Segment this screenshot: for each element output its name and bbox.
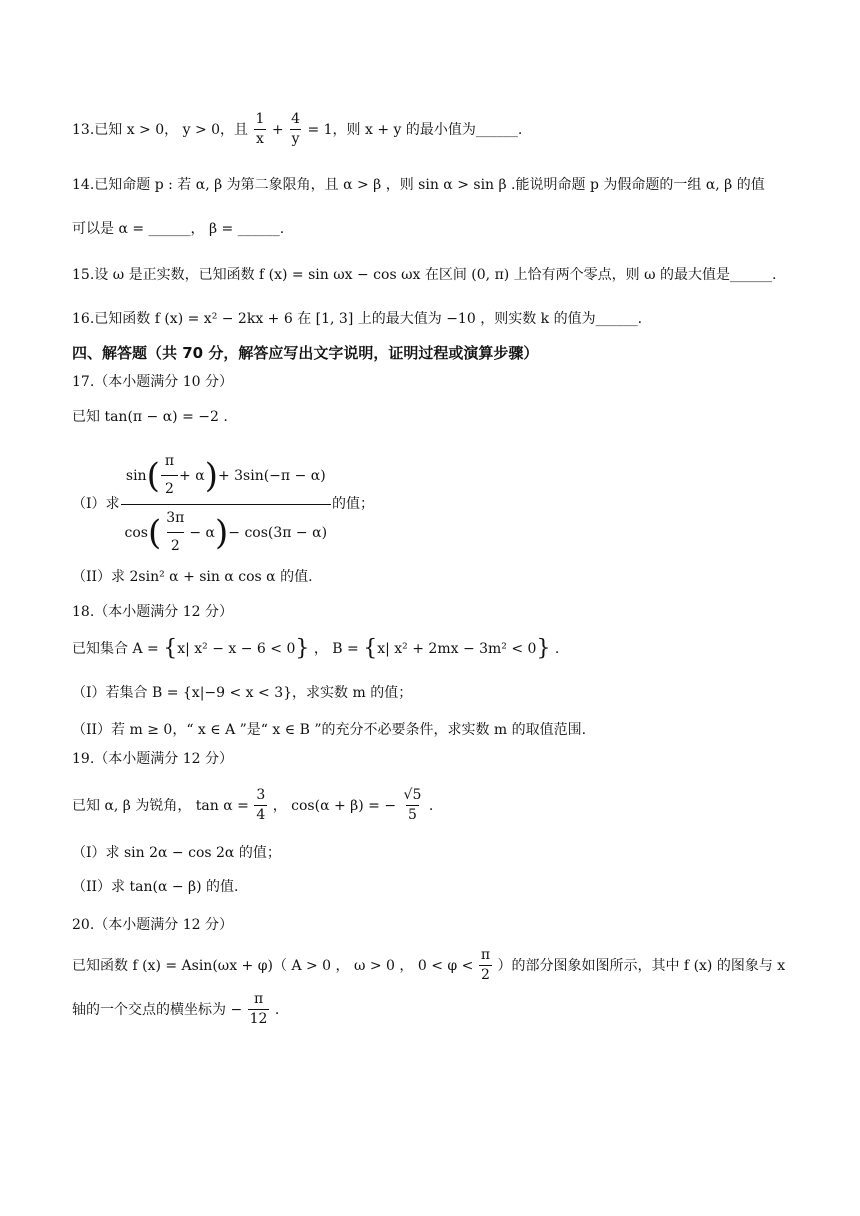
question-18-part-1: （I）若集合 B = {x|−9 < x < 3}，求实数 m 的值； <box>72 685 413 701</box>
question-17-header: 17.（本小题满分 10 分） <box>72 374 233 390</box>
question-17-part-2: （II）求 2sin² α + sin α cos α 的值. <box>72 569 313 585</box>
set-b: x| x² + 2mx − 3m² < 0 <box>377 641 537 657</box>
q17-denominator: cos( $\frac{3\pi}{2}$ − α)− cos(3π − α) <box>121 504 332 555</box>
section-4-title: 四、解答题（共 70 分，解答应写出文字说明，证明过程或演算步骤） <box>72 344 539 362</box>
set-a: x| x² − x − 6 < 0 <box>177 641 296 657</box>
question-20-header: 20.（本小题满分 12 分） <box>72 917 233 933</box>
question-19-part-2: （II）求 tan(α − β) 的值. <box>72 879 239 895</box>
q17-big-fraction <box>121 454 332 555</box>
question-18-header: 18.（本小题满分 12 分） <box>72 604 233 620</box>
q13-fraction-1: $\frac{1}{x}$ <box>255 111 265 148</box>
question-19-header: 19.（本小题满分 12 分） <box>72 751 233 767</box>
question-17-part-1: （I）求 sin( $\frac{\pi}{2}$ + α)+ 3sin(−π − α) cos( $\frac{3\pi}{2}$ − α)− cos(3π − α) 的值； <box>72 453 375 555</box>
q17-numerator: sin( $\frac{\pi}{2}$ + α)+ 3sin(−π − α) <box>125 453 326 498</box>
question-16: 16.已知函数 f (x) = x² − 2kx + 6 在 [1, 3] 上的最大值为 −10 ，则实数 k 的值为______. <box>72 311 643 327</box>
q13-prefix: 13.已知 x > 0， y > 0，且 <box>72 121 249 138</box>
question-15: 15.设 ω 是正实数，已知函数 f (x) = sin ωx − cos ωx 在区间 (0, π) 上恰有两个零点，则 ω 的最大值是______. <box>72 267 777 283</box>
question-18-given: 已知集合 A = {x| x² − x − 6 < 0} ， B = {x| x² + 2mx − 3m² < 0} . <box>72 636 560 661</box>
question-20-line-2: 轴的一个交点的横坐标为 − $\frac{\pi}{12}$ . <box>72 991 280 1028</box>
question-18-part-2: （II）若 m ≥ 0，“ x ∈ A ”是“ x ∈ B ”的充分不必要条件，求实数 m 的取值范围. <box>72 722 587 738</box>
question-20-line-1: 已知函数 f (x) = Asin(ωx + φ)（ A > 0 ， ω > 0 ， 0 < φ < $\frac{\pi}{2}$ ）的部分图象如图所示，其中 f (x) 的图象与 x <box>72 947 786 984</box>
question-14-line-1: 14.已知命题 p : 若 α, β 为第二象限角，且 α > β ，则 sin α > sin β .能说明命题 p 为假命题的一组 α, β 的值 <box>72 177 765 193</box>
q13-suffix: = 1，则 x + y 的最小值为______. <box>307 121 523 138</box>
question-17-given: 已知 tan(π − α) = −2 . <box>72 409 228 425</box>
question-19-given: 已知 α, β 为锐角， tan α = $\frac{3}{4}$ ， cos(α + β) = − $\frac{√5}{5}$ . <box>72 787 434 824</box>
question-13: 13.已知 x > 0， y > 0，且 $\frac{1}{x}$ + $\frac{4}{y}$ = 1，则 x + y 的最小值为______. <box>72 111 523 148</box>
question-19-part-1: （I）求 sin 2α − cos 2α 的值； <box>72 845 281 861</box>
q13-fraction-2: $\frac{4}{y}$ <box>291 111 300 148</box>
question-14-line-2: 可以是 α = ______， β = ______. <box>72 221 285 237</box>
